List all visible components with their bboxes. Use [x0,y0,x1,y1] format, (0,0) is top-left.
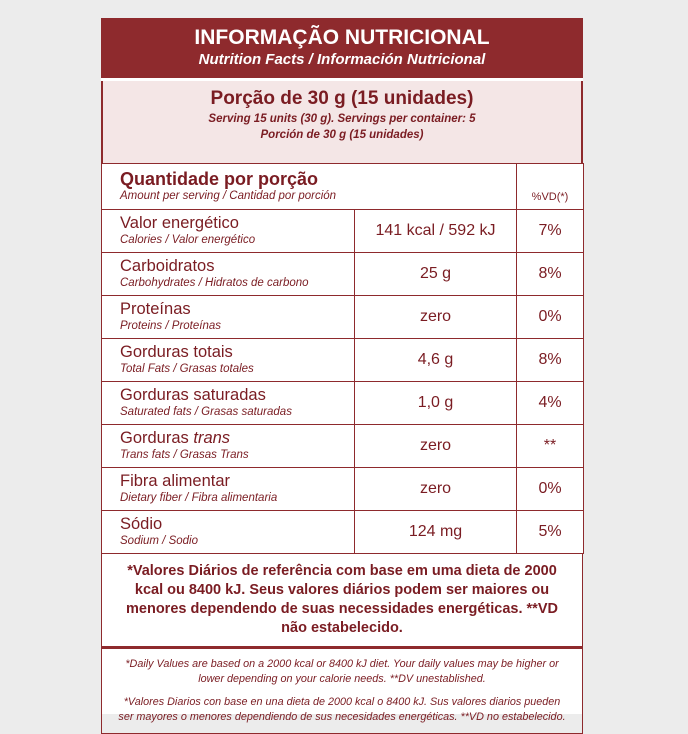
nutrient-vd: 7% [517,210,584,253]
nutrient-name-cell [102,210,355,253]
nutrient-value: 25 g [355,253,517,296]
nutrient-name-cell [102,511,355,554]
nutrient-name-cell [102,339,355,382]
nutrient-vd: ** [517,425,584,468]
nutrient-value: 124 mg [355,511,517,554]
table-header-cell [102,164,517,210]
nutrient-value: zero [355,296,517,339]
nutrient-name [120,429,354,448]
table-row [102,468,584,511]
portion-serving-en: Serving 15 units (30 g). Servings per container: 5 [208,113,476,125]
nutrient-name-en: Calories / Valor energético [120,234,256,246]
label-title: INFORMAÇÃO NUTRICIONAL [194,26,490,49]
footnote-en: *Daily Values are based on a 2000 kcal or 8400 kJ diet. Your daily values may be higher or lower depending on your calorie needs. **DV unestablished. [125,658,559,685]
nutrient-value: 141 kcal / 592 kJ [355,210,517,253]
nutrient-vd: 0% [517,296,584,339]
portion-box [101,81,583,163]
table-row [102,253,584,296]
nutrition-label [101,18,583,723]
nutrient-name-en: Total Fats / Grasas totales [120,363,254,375]
table-header-subtitle: Amount per serving / Cantidad por porción [120,189,337,202]
table-row [102,210,584,253]
table-header-row [102,164,584,210]
nutrient-name-cell [102,382,355,425]
nutrient-name-cell [102,425,355,468]
table-header-title: Quantidade por porção [120,168,319,189]
nutrient-name: Sódio [120,515,163,533]
nutrition-table [101,163,584,554]
table-row [102,296,584,339]
nutrient-name-cell [102,296,355,339]
nutrient-name-en: Dietary fiber / Fibra alimentaria [120,492,278,504]
nutrient-value: zero [355,425,517,468]
nutrient-name-en: Carbohydrates / Hidratos de carbono [120,277,309,289]
label-subtitle: Nutrition Facts / Información Nutricional [198,51,486,68]
label-header [101,18,583,78]
nutrient-name-en: Proteins / Proteínas [120,320,221,332]
nutrient-vd: 8% [517,339,584,382]
footnote-es: *Valores Diarios con base en una dieta de 2000 kcal o 8400 kJ. Sus valores diarios pueden ser mayores o menores dependiendo de sus necesidades energéticas. **VD no estabelecido. [118,696,566,723]
nutrient-vd: 4% [517,382,584,425]
nutrient-name: Gorduras saturadas [120,386,266,404]
footnote-pt: *Valores Diários de referência com base em uma dieta de 2000 kcal ou 8400 kJ. Seus valores diários podem ser maiores ou menores dependendo de suas necessidades energéticas. **VD não estabelecido. [126,563,558,636]
nutrient-name-en: Trans fats / Grasas Trans [120,449,249,461]
table-row [102,382,584,425]
table-row [102,511,584,554]
nutrient-name: Carboidratos [120,257,215,275]
vd-header: %VD(*) [517,164,584,210]
nutrient-name: Proteínas [120,300,191,318]
portion-serving-es: Porción de 30 g (15 unidades) [260,129,424,141]
portion-title: Porção de 30 g (15 unidades) [210,88,474,109]
nutrient-name-en: Sodium / Sodio [120,535,198,547]
table-row [102,425,584,468]
nutrient-name: Fibra alimentar [120,472,231,490]
nutrient-vd: 0% [517,468,584,511]
table-row [102,339,584,382]
nutrient-value: 4,6 g [355,339,517,382]
nutrient-name-italic: trans [193,429,231,447]
nutrient-value: zero [355,468,517,511]
nutrient-name-cell [102,253,355,296]
nutrient-vd: 8% [517,253,584,296]
footnotes [101,554,583,734]
nutrient-value: 1,0 g [355,382,517,425]
nutrient-vd: 5% [517,511,584,554]
nutrient-name: Valor energético [120,214,239,232]
nutrient-name: Gorduras totais [120,343,233,361]
nutrient-name-plain: Gorduras [120,429,194,447]
nutrient-name-cell [102,468,355,511]
nutrient-name-en: Saturated fats / Grasas saturadas [120,406,292,418]
